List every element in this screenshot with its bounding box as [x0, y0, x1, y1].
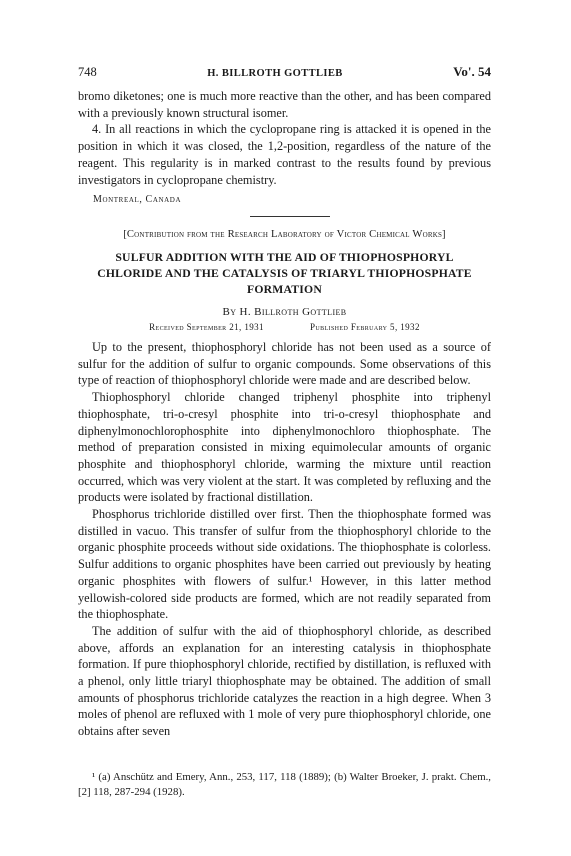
footnote-text: ¹ (a) Anschütz and Emery, Ann., 253, 117, 118 (1889); (b) Walter Broeker, J. prakt. Chem., [2] 118, 287-294 (1928).: [78, 771, 491, 798]
body-paragraph: Thiophosphoryl chloride changed triphenyl phosphite into triphenyl thiophosphate, tri-o-cresyl phosphite into tri-o-cresyl thiophosphate and diphenylmonochlorophosphite into diphenylmonochloro thiophosphate. The method of preparation consisted in mixing equimolecular amounts of organic phosphite and thiophosphoryl chloride, warming the mixture until reaction occurred, which was very violent at the start. It was completed by refluxing and the products were isolated by fractional distillation.: [78, 390, 491, 505]
page-header: [78, 64, 491, 80]
section-divider: [250, 216, 330, 217]
article-dates: [78, 322, 491, 332]
received-date: Received September 21, 1931: [149, 322, 264, 332]
title-line: CHLORIDE AND THE CATALYSIS OF TRIARYL THIOPHOSPHATE: [97, 267, 472, 280]
body-paragraph: The addition of sulfur with the aid of thiophosphoryl chloride, as described above, affords an explanation for an interesting catalysis in thiophosphate formation. If pure thiophosphoryl chloride, rectified by distillation, is refluxed with a phenol, only little triaryl thiophosphate may be obtained. The addition of small amounts of phosphorus trichloride catalyzes the reaction in a high degree. When 3 moles of phenol are refluxed with 1 mole of very pure thiophosphoryl chloride, one obtains after seven: [78, 623, 491, 739]
previous-article-conclusion: [78, 88, 491, 188]
byline: By H. Billroth Gottlieb: [222, 306, 347, 318]
title-line: SULFUR ADDITION WITH THE AID OF THIOPHOSPHORYL: [115, 251, 454, 264]
author-location: Montreal, Canada: [93, 194, 182, 205]
title-line: FORMATION: [247, 283, 322, 296]
footnote: [78, 770, 491, 799]
conclusion-paragraph: 4. In all reactions in which the cyclopropane ring is attacked it is opened in the position in which it was closed, the 1,2-position, regardless of the nature of the reagent. This regularity is in marked contrast to the results found by previous investigators in cyclopropane chemistry.: [78, 122, 491, 187]
contribution-line: [Contribution from the Research Laboratory of Victor Chemical Works]: [123, 229, 446, 240]
article-title: [78, 250, 491, 298]
body-paragraph: Up to the present, thiophosphoryl chloride has not been used as a source of sulfur for the addition of sulfur to organic compounds. Some observations of this type of reaction of thiophosphoryl chloride were made and are described below.: [78, 340, 491, 388]
conclusion-paragraph: bromo diketones; one is much more reactive than the other, and has been compared with a previously known structural isomer.: [78, 89, 491, 120]
page-number: 748: [78, 65, 97, 79]
volume-label: Vo'. 54: [453, 64, 491, 79]
published-date: Published February 5, 1932: [309, 322, 420, 332]
body-paragraph: Phosphorus trichloride distilled over first. Then the thiophosphate formed was distilled in vacuo. This transfer of sulfur from the thiophosphoryl chloride to the organic phosphite proceeds without side oxidations. The thiophosphate is colorless. Sulfur additions to organic phosphites have been carried out previously by heating organic phosphites with flowers of sulfur.¹ However, in this latter method yellowish-colored side products are formed, which are not readily separated from the thiophosphate.: [78, 507, 491, 622]
article-body: [78, 339, 491, 740]
running-head: H. BILLROTH GOTTLIEB: [207, 68, 343, 79]
